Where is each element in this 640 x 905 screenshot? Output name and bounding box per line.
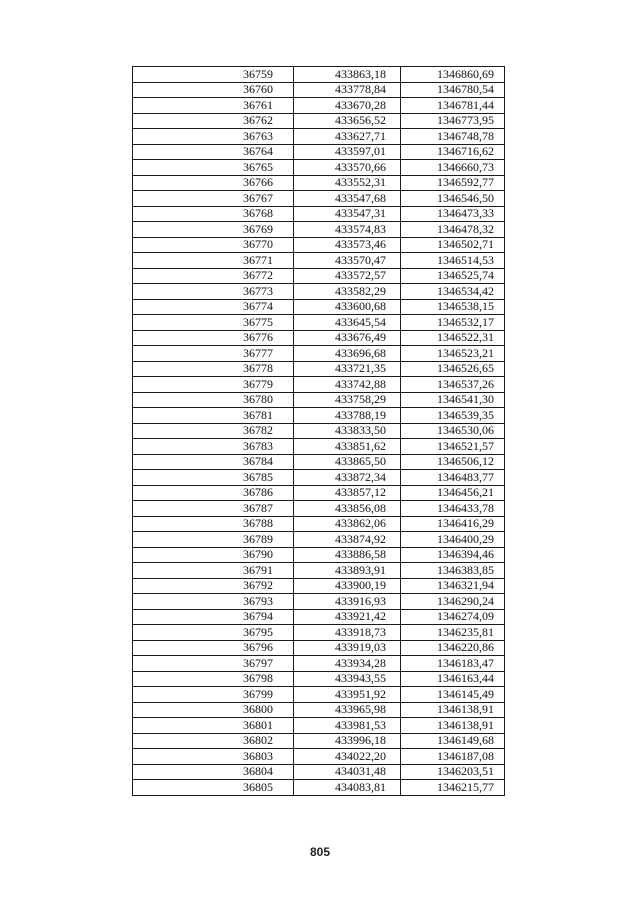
x-coordinate-cell: 433934,28 xyxy=(294,656,401,672)
y-coordinate-cell: 1346506,12 xyxy=(401,454,505,470)
x-coordinate-cell: 433918,73 xyxy=(294,625,401,641)
y-coordinate-cell: 1346522,31 xyxy=(401,330,505,346)
x-coordinate-cell: 433670,28 xyxy=(294,98,401,114)
x-coordinate-cell: 433951,92 xyxy=(294,687,401,703)
point-id-cell: 36778 xyxy=(133,361,294,377)
x-coordinate-cell: 433573,46 xyxy=(294,237,401,253)
x-coordinate-cell: 433570,47 xyxy=(294,253,401,269)
point-id-cell: 36776 xyxy=(133,330,294,346)
y-coordinate-cell: 1346183,47 xyxy=(401,656,505,672)
table-row xyxy=(133,702,505,718)
y-coordinate-cell: 1346321,94 xyxy=(401,578,505,594)
y-coordinate-cell: 1346383,85 xyxy=(401,563,505,579)
y-coordinate-cell: 1346526,65 xyxy=(401,361,505,377)
y-coordinate-cell: 1346483,77 xyxy=(401,470,505,486)
y-coordinate-cell: 1346394,46 xyxy=(401,547,505,563)
point-id-cell: 36802 xyxy=(133,733,294,749)
point-id-cell: 36793 xyxy=(133,594,294,610)
y-coordinate-cell: 1346215,77 xyxy=(401,780,505,796)
x-coordinate-cell: 433900,19 xyxy=(294,578,401,594)
y-coordinate-cell: 1346433,78 xyxy=(401,501,505,517)
x-coordinate-cell: 433916,93 xyxy=(294,594,401,610)
table-row xyxy=(133,671,505,687)
y-coordinate-cell: 1346416,29 xyxy=(401,516,505,532)
table-row xyxy=(133,563,505,579)
table-row xyxy=(133,284,505,300)
point-id-cell: 36786 xyxy=(133,485,294,501)
y-coordinate-cell: 1346539,35 xyxy=(401,408,505,424)
point-id-cell: 36759 xyxy=(133,67,294,83)
point-id-cell: 36794 xyxy=(133,609,294,625)
x-coordinate-cell: 433547,31 xyxy=(294,206,401,222)
x-coordinate-cell: 433552,31 xyxy=(294,175,401,191)
point-id-cell: 36800 xyxy=(133,702,294,718)
table-row xyxy=(133,594,505,610)
point-id-cell: 36790 xyxy=(133,547,294,563)
table-row xyxy=(133,516,505,532)
x-coordinate-cell: 433597,01 xyxy=(294,144,401,160)
table-row xyxy=(133,454,505,470)
table-row xyxy=(133,144,505,160)
y-coordinate-cell: 1346290,24 xyxy=(401,594,505,610)
point-id-cell: 36803 xyxy=(133,749,294,765)
point-id-cell: 36804 xyxy=(133,764,294,780)
x-coordinate-cell: 433778,84 xyxy=(294,82,401,98)
point-id-cell: 36779 xyxy=(133,377,294,393)
x-coordinate-cell: 433872,34 xyxy=(294,470,401,486)
x-coordinate-cell: 433627,71 xyxy=(294,129,401,145)
y-coordinate-cell: 1346748,78 xyxy=(401,129,505,145)
point-id-cell: 36798 xyxy=(133,671,294,687)
point-id-cell: 36767 xyxy=(133,191,294,207)
x-coordinate-cell: 433742,88 xyxy=(294,377,401,393)
table-row xyxy=(133,749,505,765)
table-row xyxy=(133,764,505,780)
table-row xyxy=(133,408,505,424)
table-row xyxy=(133,346,505,362)
point-id-cell: 36797 xyxy=(133,656,294,672)
table-row xyxy=(133,470,505,486)
table-row xyxy=(133,718,505,734)
y-coordinate-cell: 1346456,21 xyxy=(401,485,505,501)
y-coordinate-cell: 1346145,49 xyxy=(401,687,505,703)
point-id-cell: 36770 xyxy=(133,237,294,253)
point-id-cell: 36787 xyxy=(133,501,294,517)
x-coordinate-cell: 434031,48 xyxy=(294,764,401,780)
point-id-cell: 36780 xyxy=(133,392,294,408)
y-coordinate-cell: 1346532,17 xyxy=(401,315,505,331)
x-coordinate-cell: 433857,12 xyxy=(294,485,401,501)
table-row xyxy=(133,656,505,672)
point-id-cell: 36777 xyxy=(133,346,294,362)
page-number: 805 xyxy=(309,845,331,859)
x-coordinate-cell: 433981,53 xyxy=(294,718,401,734)
table-row xyxy=(133,268,505,284)
y-coordinate-cell: 1346138,91 xyxy=(401,702,505,718)
point-id-cell: 36766 xyxy=(133,175,294,191)
x-coordinate-cell: 433600,68 xyxy=(294,299,401,315)
table-row xyxy=(133,439,505,455)
table-row xyxy=(133,206,505,222)
y-coordinate-cell: 1346860,69 xyxy=(401,67,505,83)
point-id-cell: 36796 xyxy=(133,640,294,656)
x-coordinate-cell: 433676,49 xyxy=(294,330,401,346)
table-row xyxy=(133,423,505,439)
table-row xyxy=(133,485,505,501)
y-coordinate-cell: 1346773,95 xyxy=(401,113,505,129)
table-row xyxy=(133,625,505,641)
x-coordinate-cell: 433570,66 xyxy=(294,160,401,176)
x-coordinate-cell: 433886,58 xyxy=(294,547,401,563)
x-coordinate-cell: 433965,98 xyxy=(294,702,401,718)
point-id-cell: 36799 xyxy=(133,687,294,703)
point-id-cell: 36783 xyxy=(133,439,294,455)
x-coordinate-cell: 433865,50 xyxy=(294,454,401,470)
table-row xyxy=(133,98,505,114)
table-row xyxy=(133,392,505,408)
point-id-cell: 36773 xyxy=(133,284,294,300)
y-coordinate-cell: 1346546,50 xyxy=(401,191,505,207)
y-coordinate-cell: 1346220,86 xyxy=(401,640,505,656)
y-coordinate-cell: 1346138,91 xyxy=(401,718,505,734)
point-id-cell: 36760 xyxy=(133,82,294,98)
table-row xyxy=(133,82,505,98)
table-row xyxy=(133,330,505,346)
point-id-cell: 36781 xyxy=(133,408,294,424)
y-coordinate-cell: 1346537,26 xyxy=(401,377,505,393)
y-coordinate-cell: 1346592,77 xyxy=(401,175,505,191)
y-coordinate-cell: 1346149,68 xyxy=(401,733,505,749)
point-id-cell: 36775 xyxy=(133,315,294,331)
point-id-cell: 36764 xyxy=(133,144,294,160)
y-coordinate-cell: 1346525,74 xyxy=(401,268,505,284)
y-coordinate-cell: 1346514,53 xyxy=(401,253,505,269)
table-row xyxy=(133,640,505,656)
point-id-cell: 36801 xyxy=(133,718,294,734)
y-coordinate-cell: 1346781,44 xyxy=(401,98,505,114)
table-row xyxy=(133,237,505,253)
point-id-cell: 36785 xyxy=(133,470,294,486)
table-row xyxy=(133,222,505,238)
x-coordinate-cell: 433856,08 xyxy=(294,501,401,517)
table-row xyxy=(133,609,505,625)
point-id-cell: 36761 xyxy=(133,98,294,114)
table-row xyxy=(133,299,505,315)
table-row xyxy=(133,687,505,703)
y-coordinate-cell: 1346400,29 xyxy=(401,532,505,548)
x-coordinate-cell: 433574,83 xyxy=(294,222,401,238)
x-coordinate-cell: 434083,81 xyxy=(294,780,401,796)
y-coordinate-cell: 1346521,57 xyxy=(401,439,505,455)
y-coordinate-cell: 1346538,15 xyxy=(401,299,505,315)
table-row xyxy=(133,733,505,749)
y-coordinate-cell: 1346502,71 xyxy=(401,237,505,253)
y-coordinate-cell: 1346534,42 xyxy=(401,284,505,300)
y-coordinate-cell: 1346473,33 xyxy=(401,206,505,222)
x-coordinate-cell: 433788,19 xyxy=(294,408,401,424)
x-coordinate-cell: 433862,06 xyxy=(294,516,401,532)
x-coordinate-cell: 433758,29 xyxy=(294,392,401,408)
point-id-cell: 36788 xyxy=(133,516,294,532)
x-coordinate-cell: 434022,20 xyxy=(294,749,401,765)
coordinates-table xyxy=(132,66,505,796)
y-coordinate-cell: 1346541,30 xyxy=(401,392,505,408)
point-id-cell: 36792 xyxy=(133,578,294,594)
point-id-cell: 36762 xyxy=(133,113,294,129)
x-coordinate-cell: 433943,55 xyxy=(294,671,401,687)
point-id-cell: 36768 xyxy=(133,206,294,222)
table-row xyxy=(133,501,505,517)
point-id-cell: 36795 xyxy=(133,625,294,641)
y-coordinate-cell: 1346203,51 xyxy=(401,764,505,780)
x-coordinate-cell: 433921,42 xyxy=(294,609,401,625)
point-id-cell: 36769 xyxy=(133,222,294,238)
y-coordinate-cell: 1346274,09 xyxy=(401,609,505,625)
table-row xyxy=(133,175,505,191)
point-id-cell: 36789 xyxy=(133,532,294,548)
x-coordinate-cell: 433696,68 xyxy=(294,346,401,362)
table-row xyxy=(133,129,505,145)
x-coordinate-cell: 433645,54 xyxy=(294,315,401,331)
point-id-cell: 36805 xyxy=(133,780,294,796)
point-id-cell: 36782 xyxy=(133,423,294,439)
x-coordinate-cell: 433656,52 xyxy=(294,113,401,129)
point-id-cell: 36772 xyxy=(133,268,294,284)
y-coordinate-cell: 1346187,08 xyxy=(401,749,505,765)
x-coordinate-cell: 433863,18 xyxy=(294,67,401,83)
table-row xyxy=(133,578,505,594)
x-coordinate-cell: 433919,03 xyxy=(294,640,401,656)
y-coordinate-cell: 1346478,32 xyxy=(401,222,505,238)
x-coordinate-cell: 433572,57 xyxy=(294,268,401,284)
point-id-cell: 36791 xyxy=(133,563,294,579)
point-id-cell: 36784 xyxy=(133,454,294,470)
table-row xyxy=(133,113,505,129)
table-row xyxy=(133,377,505,393)
table-row xyxy=(133,361,505,377)
point-id-cell: 36771 xyxy=(133,253,294,269)
y-coordinate-cell: 1346716,62 xyxy=(401,144,505,160)
x-coordinate-cell: 433833,50 xyxy=(294,423,401,439)
x-coordinate-cell: 433996,18 xyxy=(294,733,401,749)
point-id-cell: 36774 xyxy=(133,299,294,315)
coordinates-table-body xyxy=(133,67,505,796)
y-coordinate-cell: 1346523,21 xyxy=(401,346,505,362)
table-row xyxy=(133,191,505,207)
point-id-cell: 36763 xyxy=(133,129,294,145)
x-coordinate-cell: 433547,68 xyxy=(294,191,401,207)
x-coordinate-cell: 433582,29 xyxy=(294,284,401,300)
y-coordinate-cell: 1346780,54 xyxy=(401,82,505,98)
x-coordinate-cell: 433721,35 xyxy=(294,361,401,377)
table-row xyxy=(133,160,505,176)
table-row xyxy=(133,532,505,548)
table-row xyxy=(133,315,505,331)
x-coordinate-cell: 433874,92 xyxy=(294,532,401,548)
table-row xyxy=(133,67,505,83)
y-coordinate-cell: 1346235,81 xyxy=(401,625,505,641)
point-id-cell: 36765 xyxy=(133,160,294,176)
y-coordinate-cell: 1346163,44 xyxy=(401,671,505,687)
x-coordinate-cell: 433893,91 xyxy=(294,563,401,579)
table-row xyxy=(133,253,505,269)
table-row xyxy=(133,780,505,796)
y-coordinate-cell: 1346660,73 xyxy=(401,160,505,176)
table-row xyxy=(133,547,505,563)
y-coordinate-cell: 1346530,06 xyxy=(401,423,505,439)
x-coordinate-cell: 433851,62 xyxy=(294,439,401,455)
